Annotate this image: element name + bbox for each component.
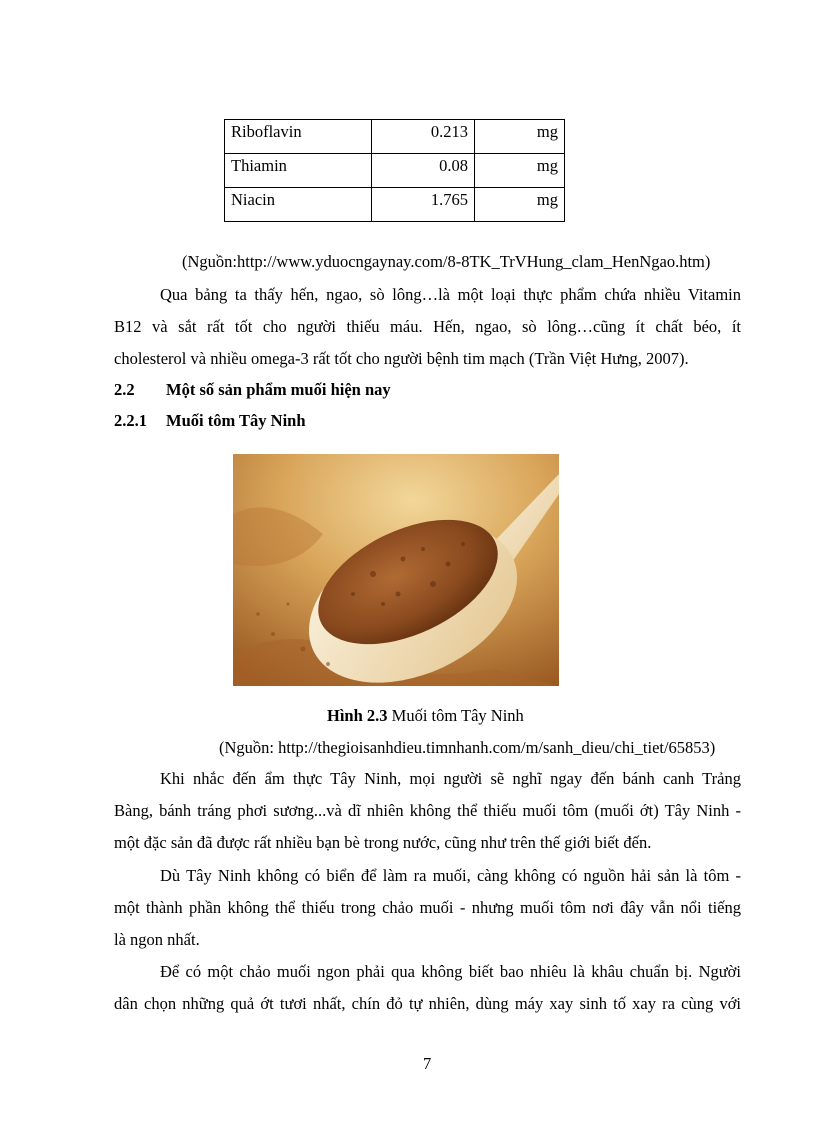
nutrient-unit-cell: mg: [475, 154, 565, 188]
table-source-citation: (Nguồn:http://www.yduocngaynay.com/8-8TK_TrVHung_clam_HenNgao.htm): [182, 252, 711, 271]
nutrient-value-cell: 1.765: [372, 188, 475, 222]
paragraph-line: Dù Tây Ninh không có biển để làm ra muối, càng không có nguồn hải sản là tôm -: [160, 866, 741, 885]
nutrient-name-cell: Riboflavin: [225, 120, 372, 154]
subsection-number: 2.2.1: [114, 411, 147, 430]
nutrient-value-cell: 0.08: [372, 154, 475, 188]
paragraph-line: cholesterol và nhiều omega-3 rất tốt cho người bệnh tim mạch (Trần Việt Hưng, 2007).: [114, 349, 689, 368]
table-row: [225, 120, 565, 154]
page-number: 7: [423, 1054, 432, 1073]
section-title: Một số sản phẩm muối hiện nay: [166, 380, 391, 399]
paragraph-line: một thành phần không thể thiếu trong chảo muối - nhưng muối tôm nơi đây vẫn nổi tiếng: [114, 898, 741, 917]
paragraph-line: B12 và sắt rất tốt cho người thiếu máu. Hến, ngao, sò lông…cũng ít chất béo, ít: [114, 317, 741, 336]
paragraph-line: Khi nhắc đến ẩm thực Tây Ninh, mọi người sẽ nghĩ ngay đến bánh canh Trảng: [160, 769, 741, 788]
shrimp-salt-photo: [233, 454, 559, 686]
nutrient-value-cell: 0.213: [372, 120, 475, 154]
table-row: [225, 154, 565, 188]
table-row: [225, 188, 565, 222]
nutrient-unit-cell: mg: [475, 188, 565, 222]
figure-caption-text: Muối tôm Tây Ninh: [387, 706, 524, 725]
section-number: 2.2: [114, 380, 135, 399]
paragraph-line: một đặc sản đã được rất nhiều bạn bè trong nước, cũng như trên thế giới biết đến.: [114, 833, 652, 852]
figure-source-citation: (Nguồn: http://thegioisanhdieu.timnhanh.com/m/sanh_dieu/chi_tiet/65853): [219, 738, 716, 757]
nutrient-name-cell: Thiamin: [225, 154, 372, 188]
nutrient-unit-cell: mg: [475, 120, 565, 154]
paragraph-line: dân chọn những quả ớt tươi nhất, chín đỏ tự nhiên, dùng máy xay sinh tố xay ra cùng với: [114, 994, 741, 1013]
paragraph-line: là ngon nhất.: [114, 930, 200, 949]
paragraph-line: Bàng, bánh tráng phơi sương...và dĩ nhiên không thể thiếu muối tôm (muối ớt) Tây Ninh -: [114, 801, 741, 820]
subsection-title: Muối tôm Tây Ninh: [166, 411, 306, 430]
figure-label: Hình 2.3: [327, 706, 388, 725]
paragraph-line: Qua bảng ta thấy hến, ngao, sò lông…là một loại thực phẩm chứa nhiều Vitamin: [160, 285, 741, 304]
figure-caption: [327, 706, 524, 726]
paragraph-line: Để có một chảo muối ngon phải qua không biết bao nhiêu là khâu chuẩn bị. Người: [160, 962, 741, 981]
nutrition-table: [224, 119, 565, 222]
nutrient-name-cell: Niacin: [225, 188, 372, 222]
